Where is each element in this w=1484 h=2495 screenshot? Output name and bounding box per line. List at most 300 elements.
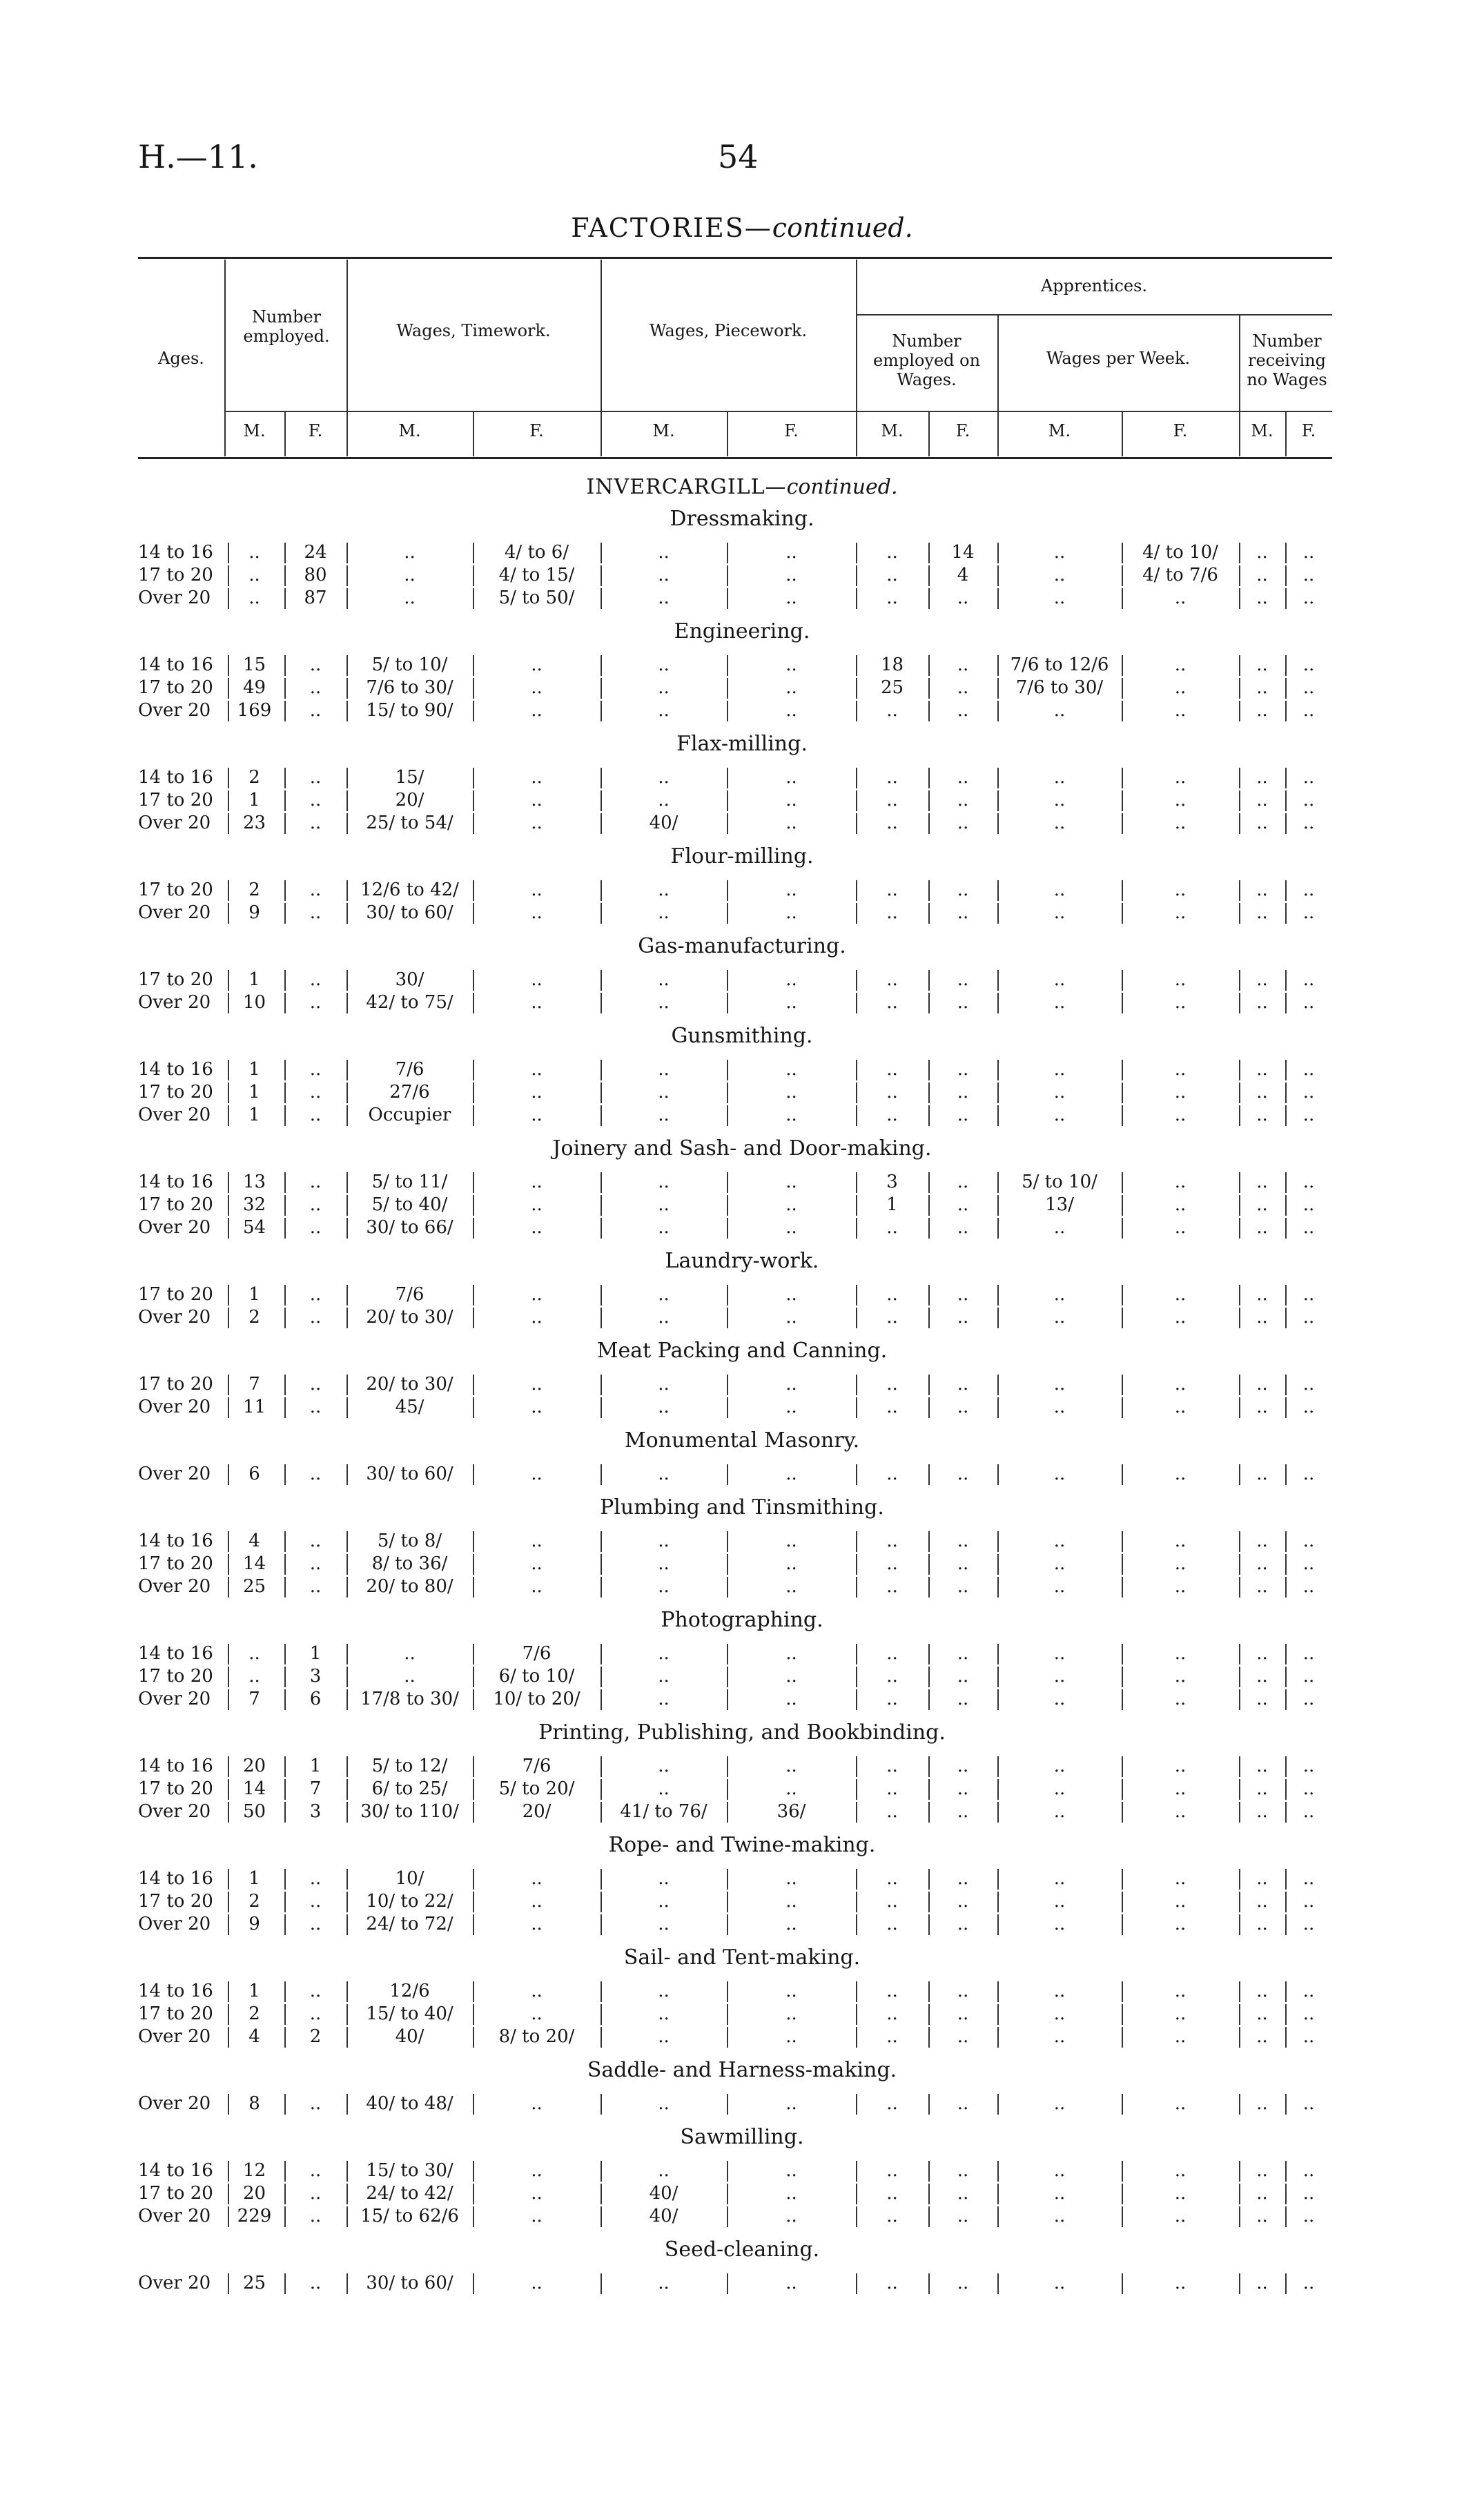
apprentice-number-f-cell: .. bbox=[957, 2183, 969, 2204]
employed-f-cell: .. bbox=[309, 2183, 322, 2204]
piecework-m-cell: .. bbox=[658, 1307, 670, 1328]
apprentice-number-f-cell: .. bbox=[957, 2003, 969, 2024]
apprentice-wages-m-cell: .. bbox=[1053, 902, 1066, 923]
employed-f-cell: 2 bbox=[309, 2026, 322, 2047]
apprentice-wages-f-cell: .. bbox=[1174, 1284, 1187, 1305]
apprentice-nowages-m-cell: .. bbox=[1256, 2093, 1268, 2114]
age-cell: 17 to 20 bbox=[138, 969, 213, 990]
apprentice-wages-f-cell: .. bbox=[1174, 1374, 1187, 1395]
apprentice-number-f-cell: .. bbox=[957, 588, 969, 608]
apprentice-nowages-m-cell: .. bbox=[1256, 565, 1268, 585]
apprentice-number-m-cell: .. bbox=[886, 542, 898, 563]
apprentice-number-m-cell: .. bbox=[886, 2183, 898, 2204]
apprentice-wages-m-cell: 13/ bbox=[1045, 1194, 1074, 1215]
age-cell: 14 to 16 bbox=[138, 654, 213, 675]
header-rule bbox=[856, 314, 1332, 315]
age-cell: 14 to 16 bbox=[138, 1756, 213, 1776]
piecework-m-cell: .. bbox=[658, 767, 670, 788]
apprentice-nowages-f-cell: .. bbox=[1302, 1778, 1315, 1799]
apprentice-wages-m-cell: .. bbox=[1053, 2026, 1066, 2047]
header-wages-piecework: Wages, Piecework. bbox=[649, 321, 808, 340]
apprentice-number-f-cell: .. bbox=[957, 1553, 969, 1574]
timework-m-cell: 42/ to 75/ bbox=[366, 992, 453, 1013]
piecework-f-cell: .. bbox=[785, 542, 797, 563]
apprentice-wages-f-cell: .. bbox=[1174, 1397, 1187, 1417]
age-cell: 17 to 20 bbox=[138, 1891, 213, 1912]
apprentice-nowages-m-cell: .. bbox=[1256, 677, 1268, 698]
timework-m-cell: 7/6 bbox=[395, 1284, 424, 1305]
apprentice-nowages-m-cell: .. bbox=[1256, 1778, 1268, 1799]
apprentice-nowages-f-cell: .. bbox=[1302, 588, 1315, 608]
apprentice-nowages-m-cell: .. bbox=[1256, 542, 1268, 563]
apprentice-wages-f-cell: .. bbox=[1174, 1868, 1187, 1889]
employed-m-cell: 9 bbox=[248, 902, 260, 923]
employed-m-cell: 1 bbox=[248, 1868, 260, 1889]
apprentice-wages-f-cell: .. bbox=[1174, 2003, 1187, 2024]
apprentice-wages-m-cell: .. bbox=[1053, 2273, 1066, 2293]
age-cell: Over 20 bbox=[138, 1105, 211, 1125]
header-f: F. bbox=[308, 421, 323, 440]
age-cell: Over 20 bbox=[138, 2026, 211, 2047]
timework-f-cell: .. bbox=[531, 2160, 543, 2181]
apprentice-nowages-m-cell: .. bbox=[1256, 2206, 1268, 2226]
table-row bbox=[0, 766, 1484, 789]
employed-m-cell: 9 bbox=[248, 1914, 260, 1934]
apprentice-wages-m-cell: .. bbox=[1053, 1643, 1066, 1664]
apprentice-wages-f-cell: .. bbox=[1174, 1981, 1187, 2001]
apprentice-nowages-m-cell: .. bbox=[1256, 1576, 1268, 1597]
table-row bbox=[0, 2272, 1484, 2295]
timework-f-cell: 5/ to 20/ bbox=[498, 1778, 575, 1799]
age-cell: 17 to 20 bbox=[138, 1374, 213, 1395]
piecework-m-cell: .. bbox=[658, 902, 670, 923]
piecework-m-cell: .. bbox=[658, 1105, 670, 1125]
apprentice-nowages-f-cell: .. bbox=[1302, 1397, 1315, 1417]
age-cell: 17 to 20 bbox=[138, 1666, 213, 1687]
age-cell: Over 20 bbox=[138, 1397, 211, 1417]
apprentice-number-m-cell: .. bbox=[886, 1553, 898, 1574]
apprentice-nowages-f-cell: .. bbox=[1302, 565, 1315, 585]
age-cell: Over 20 bbox=[138, 1217, 211, 1238]
apprentice-wages-m-cell: .. bbox=[1053, 992, 1066, 1013]
apprentice-wages-m-cell: 5/ to 10/ bbox=[1022, 1172, 1097, 1192]
timework-f-cell: .. bbox=[531, 1397, 543, 1417]
employed-f-cell: 87 bbox=[304, 588, 327, 608]
age-cell: 14 to 16 bbox=[138, 1981, 213, 2001]
table-row bbox=[0, 1778, 1484, 1800]
apprentice-nowages-f-cell: .. bbox=[1302, 2183, 1315, 2204]
apprentice-wages-m-cell: .. bbox=[1053, 1464, 1066, 1484]
timework-f-cell: .. bbox=[531, 1194, 543, 1215]
employed-m-cell: 20 bbox=[242, 1756, 266, 1776]
timework-f-cell: .. bbox=[531, 969, 543, 990]
age-cell: 14 to 16 bbox=[138, 767, 213, 788]
age-cell: Over 20 bbox=[138, 1576, 211, 1597]
apprentice-wages-m-cell: .. bbox=[1053, 2206, 1066, 2226]
employed-m-cell: 14 bbox=[242, 1553, 266, 1574]
header-number-employed: Number employed. bbox=[243, 307, 330, 346]
apprentice-nowages-m-cell: .. bbox=[1256, 1397, 1268, 1417]
header-m: M. bbox=[652, 421, 675, 440]
age-cell: Over 20 bbox=[138, 700, 211, 721]
piecework-f-cell: .. bbox=[785, 1194, 797, 1215]
apprentice-number-f-cell: .. bbox=[957, 1778, 969, 1799]
apprentice-number-f-cell: 14 bbox=[951, 542, 975, 563]
table-row bbox=[0, 2003, 1484, 2026]
table-row bbox=[0, 1530, 1484, 1553]
apprentice-wages-f-cell: .. bbox=[1174, 880, 1187, 900]
timework-m-cell: 7/6 bbox=[395, 1059, 424, 1080]
apprentice-wages-m-cell: .. bbox=[1053, 588, 1066, 608]
employed-m-cell: 4 bbox=[248, 2026, 260, 2047]
employed-m-cell: 15 bbox=[242, 654, 266, 675]
apprentice-nowages-f-cell: .. bbox=[1302, 1172, 1315, 1192]
apprentice-wages-f-cell: .. bbox=[1174, 1778, 1187, 1799]
apprentice-number-f-cell: .. bbox=[957, 654, 969, 675]
table-row bbox=[0, 1980, 1484, 2003]
timework-f-cell: .. bbox=[531, 1217, 543, 1238]
apprentice-nowages-m-cell: .. bbox=[1256, 1172, 1268, 1192]
timework-m-cell: 15/ to 90/ bbox=[366, 700, 453, 721]
industry-title: Joinery and Sash- and Door-making. bbox=[552, 1136, 932, 1161]
employed-f-cell: .. bbox=[309, 1105, 322, 1125]
employed-f-cell: 24 bbox=[304, 542, 327, 563]
timework-f-cell: .. bbox=[531, 1868, 543, 1889]
employed-m-cell: 23 bbox=[242, 813, 266, 833]
apprentice-wages-f-cell: .. bbox=[1174, 767, 1187, 788]
apprentice-nowages-m-cell: .. bbox=[1256, 969, 1268, 990]
apprentice-number-m-cell: .. bbox=[886, 1891, 898, 1912]
apprentice-number-f-cell: .. bbox=[957, 790, 969, 810]
top-rule bbox=[138, 257, 1332, 259]
piecework-m-cell: .. bbox=[658, 1868, 670, 1889]
employed-m-cell: 50 bbox=[242, 1801, 266, 1822]
piecework-f-cell: .. bbox=[785, 700, 797, 721]
apprentice-number-f-cell: .. bbox=[957, 1801, 969, 1822]
employed-m-cell: 1 bbox=[248, 790, 260, 810]
apprentice-number-m-cell: .. bbox=[886, 588, 898, 608]
apprentice-number-m-cell: .. bbox=[886, 1778, 898, 1799]
employed-f-cell: 6 bbox=[309, 1689, 322, 1709]
apprentice-nowages-f-cell: .. bbox=[1302, 2026, 1315, 2047]
apprentice-nowages-f-cell: .. bbox=[1302, 1891, 1315, 1912]
apprentice-number-m-cell: .. bbox=[886, 790, 898, 810]
apprentice-nowages-m-cell: .. bbox=[1256, 2183, 1268, 2204]
timework-f-cell: .. bbox=[531, 1531, 543, 1551]
apprentice-wages-m-cell: .. bbox=[1053, 1689, 1066, 1709]
header-m: M. bbox=[243, 421, 266, 440]
piecework-f-cell: .. bbox=[785, 2093, 797, 2114]
piecework-f-cell: .. bbox=[785, 1576, 797, 1597]
apprentice-number-f-cell: .. bbox=[957, 1576, 969, 1597]
timework-m-cell: 20/ to 30/ bbox=[366, 1374, 453, 1395]
apprentice-nowages-m-cell: .. bbox=[1256, 767, 1268, 788]
apprentice-wages-f-cell: .. bbox=[1174, 1194, 1187, 1215]
apprentice-number-f-cell: .. bbox=[957, 813, 969, 833]
piecework-f-cell: .. bbox=[785, 969, 797, 990]
table-row bbox=[0, 1642, 1484, 1665]
employed-f-cell: .. bbox=[309, 1914, 322, 1934]
apprentice-number-m-cell: .. bbox=[886, 1105, 898, 1125]
table-row bbox=[0, 1283, 1484, 1306]
piecework-f-cell: .. bbox=[785, 1105, 797, 1125]
table-row bbox=[0, 677, 1484, 699]
piecework-f-cell: .. bbox=[785, 2273, 797, 2293]
header-m: M. bbox=[1251, 421, 1273, 440]
piecework-m-cell: .. bbox=[658, 654, 670, 675]
header-f: F. bbox=[1301, 421, 1316, 440]
apprentice-wages-m-cell: .. bbox=[1053, 2093, 1066, 2114]
piecework-f-cell: .. bbox=[785, 767, 797, 788]
piecework-f-cell: 36/ bbox=[777, 1801, 806, 1822]
apprentice-number-f-cell: .. bbox=[957, 1868, 969, 1889]
timework-m-cell: 27/6 bbox=[389, 1082, 430, 1103]
apprentice-nowages-m-cell: .. bbox=[1256, 1689, 1268, 1709]
piecework-m-cell: .. bbox=[658, 1194, 670, 1215]
apprentice-number-f-cell: 4 bbox=[957, 565, 969, 585]
employed-m-cell: 229 bbox=[237, 2206, 272, 2226]
timework-f-cell: 6/ to 10/ bbox=[498, 1666, 575, 1687]
apprentice-nowages-f-cell: .. bbox=[1302, 1531, 1315, 1551]
timework-m-cell: .. bbox=[404, 588, 416, 608]
apprentice-wages-f-cell: .. bbox=[1174, 2026, 1187, 2047]
employed-m-cell: 12 bbox=[242, 2160, 266, 2181]
age-cell: Over 20 bbox=[138, 902, 211, 923]
piecework-m-cell: .. bbox=[658, 1059, 670, 1080]
industry-title: Laundry-work. bbox=[665, 1249, 819, 1273]
header-f: F. bbox=[529, 421, 544, 440]
employed-f-cell: 7 bbox=[309, 1778, 322, 1799]
age-cell: 14 to 16 bbox=[138, 1643, 213, 1664]
apprentice-nowages-m-cell: .. bbox=[1256, 2003, 1268, 2024]
apprentice-number-m-cell: .. bbox=[886, 1307, 898, 1328]
piecework-m-cell: .. bbox=[658, 1464, 670, 1484]
table-row bbox=[0, 1867, 1484, 1890]
apprentice-wages-m-cell: 7/6 to 12/6 bbox=[1010, 654, 1109, 675]
table-body bbox=[0, 497, 1484, 2295]
apprentice-nowages-f-cell: .. bbox=[1302, 1105, 1315, 1125]
header-f: F. bbox=[955, 421, 970, 440]
timework-m-cell: 5/ to 40/ bbox=[371, 1194, 448, 1215]
timework-m-cell: 30/ to 110/ bbox=[360, 1801, 459, 1822]
apprentice-nowages-m-cell: .. bbox=[1256, 1082, 1268, 1103]
apprentice-wages-f-cell: .. bbox=[1174, 1576, 1187, 1597]
timework-f-cell: .. bbox=[531, 1307, 543, 1328]
industry-title: Printing, Publishing, and Bookbinding. bbox=[538, 1720, 946, 1745]
piecework-f-cell: .. bbox=[785, 1891, 797, 1912]
age-cell: Over 20 bbox=[138, 1307, 211, 1328]
piecework-m-cell: .. bbox=[658, 1082, 670, 1103]
apprentice-wages-m-cell: .. bbox=[1053, 1868, 1066, 1889]
age-cell: Over 20 bbox=[138, 2273, 211, 2293]
apprentice-number-f-cell: .. bbox=[957, 1307, 969, 1328]
piecework-f-cell: .. bbox=[785, 2183, 797, 2204]
industry-title: Dressmaking. bbox=[670, 507, 814, 531]
employed-m-cell: 7 bbox=[248, 1689, 260, 1709]
piecework-f-cell: .. bbox=[785, 677, 797, 698]
timework-f-cell: 10/ to 20/ bbox=[493, 1689, 580, 1709]
timework-f-cell: .. bbox=[531, 700, 543, 721]
apprentice-nowages-m-cell: .. bbox=[1256, 1194, 1268, 1215]
apprentice-wages-f-cell: .. bbox=[1174, 1643, 1187, 1664]
timework-f-cell: .. bbox=[531, 1914, 543, 1934]
employed-m-cell: 1 bbox=[248, 1981, 260, 2001]
apprentice-nowages-f-cell: .. bbox=[1302, 767, 1315, 788]
piecework-f-cell: .. bbox=[785, 1643, 797, 1664]
timework-f-cell: .. bbox=[531, 813, 543, 833]
section-subtitle: INVERCARGILL—continued. bbox=[586, 475, 898, 499]
apprentice-nowages-m-cell: .. bbox=[1256, 1059, 1268, 1080]
apprentice-nowages-f-cell: .. bbox=[1302, 1914, 1315, 1934]
apprentice-number-m-cell: .. bbox=[886, 565, 898, 585]
table-row bbox=[0, 564, 1484, 587]
piecework-m-cell: .. bbox=[658, 1643, 670, 1664]
table-row bbox=[0, 1104, 1484, 1127]
apprentice-nowages-f-cell: .. bbox=[1302, 969, 1315, 990]
timework-f-cell: .. bbox=[531, 1374, 543, 1395]
apprentice-number-f-cell: .. bbox=[957, 1374, 969, 1395]
industry-title: Photographing. bbox=[661, 1608, 823, 1632]
timework-m-cell: .. bbox=[404, 1666, 416, 1687]
timework-f-cell: .. bbox=[531, 2206, 543, 2226]
apprentice-nowages-f-cell: .. bbox=[1302, 1689, 1315, 1709]
timework-m-cell: 30/ to 60/ bbox=[366, 1464, 453, 1484]
employed-m-cell: 1 bbox=[248, 969, 260, 990]
employed-f-cell: .. bbox=[309, 880, 322, 900]
apprentice-number-m-cell: .. bbox=[886, 2026, 898, 2047]
table-row bbox=[0, 902, 1484, 924]
apprentice-wages-m-cell: .. bbox=[1053, 1105, 1066, 1125]
apprentice-number-f-cell: .. bbox=[957, 1284, 969, 1305]
apprentice-number-f-cell: .. bbox=[957, 2273, 969, 2293]
age-cell: 17 to 20 bbox=[138, 880, 213, 900]
apprentice-wages-f-cell: .. bbox=[1174, 2093, 1187, 2114]
employed-m-cell: 25 bbox=[242, 2273, 266, 2293]
apprentice-number-f-cell: .. bbox=[957, 2026, 969, 2047]
apprentice-number-m-cell: .. bbox=[886, 2273, 898, 2293]
piecework-f-cell: .. bbox=[785, 2206, 797, 2226]
apprentice-nowages-f-cell: .. bbox=[1302, 1868, 1315, 1889]
piecework-f-cell: .. bbox=[785, 902, 797, 923]
apprentice-number-f-cell: .. bbox=[957, 1082, 969, 1103]
timework-m-cell: 30/ to 60/ bbox=[366, 902, 453, 923]
apprentice-number-f-cell: .. bbox=[957, 1397, 969, 1417]
apprentice-wages-m-cell: .. bbox=[1053, 1891, 1066, 1912]
apprentice-number-m-cell: .. bbox=[886, 2206, 898, 2226]
apprentice-number-m-cell: .. bbox=[886, 1397, 898, 1417]
piecework-m-cell: .. bbox=[658, 1981, 670, 2001]
timework-f-cell: 7/6 bbox=[522, 1756, 551, 1776]
apprentice-nowages-f-cell: .. bbox=[1302, 2273, 1315, 2293]
apprentice-nowages-m-cell: .. bbox=[1256, 1217, 1268, 1238]
industry-title: Engineering. bbox=[674, 619, 810, 643]
industry-title: Monumental Masonry. bbox=[624, 1428, 860, 1453]
apprentice-wages-m-cell: .. bbox=[1053, 1756, 1066, 1776]
employed-m-cell: 2 bbox=[248, 880, 260, 900]
apprentice-wages-f-cell: .. bbox=[1174, 1666, 1187, 1687]
timework-f-cell: .. bbox=[531, 1059, 543, 1080]
apprentice-wages-m-cell: .. bbox=[1053, 767, 1066, 788]
apprentice-nowages-m-cell: .. bbox=[1256, 1464, 1268, 1484]
table-row bbox=[0, 1216, 1484, 1239]
employed-f-cell: .. bbox=[309, 813, 322, 833]
header-app-number: Number employed on Wages. bbox=[872, 331, 981, 389]
apprentice-number-m-cell: 3 bbox=[886, 1172, 898, 1192]
age-cell: Over 20 bbox=[138, 2206, 211, 2226]
apprentice-nowages-f-cell: .. bbox=[1302, 2003, 1315, 2024]
timework-f-cell: .. bbox=[531, 767, 543, 788]
table-row bbox=[0, 1913, 1484, 1936]
apprentice-nowages-m-cell: .. bbox=[1256, 790, 1268, 810]
apprentice-number-m-cell: 1 bbox=[886, 1194, 898, 1215]
table-row bbox=[0, 699, 1484, 722]
piecework-m-cell: .. bbox=[658, 542, 670, 563]
piecework-m-cell: .. bbox=[658, 588, 670, 608]
timework-f-cell: .. bbox=[531, 1284, 543, 1305]
age-cell: Over 20 bbox=[138, 1689, 211, 1709]
apprentice-wages-m-cell: .. bbox=[1053, 880, 1066, 900]
piecework-f-cell: .. bbox=[785, 588, 797, 608]
timework-m-cell: 30/ bbox=[395, 969, 424, 990]
apprentice-number-m-cell: .. bbox=[886, 1666, 898, 1687]
employed-m-cell: 13 bbox=[242, 1172, 266, 1192]
piecework-f-cell: .. bbox=[785, 1666, 797, 1687]
apprentice-wages-m-cell: .. bbox=[1053, 1082, 1066, 1103]
employed-f-cell: .. bbox=[309, 1553, 322, 1574]
apprentice-nowages-m-cell: .. bbox=[1256, 1105, 1268, 1125]
piecework-m-cell: .. bbox=[658, 700, 670, 721]
timework-m-cell: 30/ to 60/ bbox=[366, 2273, 453, 2293]
apprentice-number-f-cell: .. bbox=[957, 1981, 969, 2001]
timework-m-cell: 5/ to 10/ bbox=[371, 654, 448, 675]
apprentice-nowages-m-cell: .. bbox=[1256, 992, 1268, 1013]
apprentice-nowages-f-cell: .. bbox=[1302, 1464, 1315, 1484]
apprentice-wages-m-cell: .. bbox=[1053, 790, 1066, 810]
timework-f-cell: .. bbox=[531, 1172, 543, 1192]
employed-m-cell: 14 bbox=[242, 1778, 266, 1799]
apprentice-wages-f-cell: .. bbox=[1174, 1553, 1187, 1574]
timework-m-cell: 24/ to 42/ bbox=[366, 2183, 453, 2204]
apprentice-wages-f-cell: .. bbox=[1174, 813, 1187, 833]
timework-m-cell: 5/ to 11/ bbox=[371, 1172, 448, 1192]
timework-m-cell: 12/6 bbox=[389, 1981, 430, 2001]
piecework-f-cell: .. bbox=[785, 2026, 797, 2047]
piecework-m-cell: 41/ to 76/ bbox=[620, 1801, 707, 1822]
employed-f-cell: .. bbox=[309, 1374, 322, 1395]
apprentice-number-f-cell: .. bbox=[957, 1756, 969, 1776]
table-row bbox=[0, 541, 1484, 564]
apprentice-wages-m-cell: .. bbox=[1053, 700, 1066, 721]
timework-f-cell: .. bbox=[531, 1576, 543, 1597]
apprentice-wages-m-cell: 7/6 to 30/ bbox=[1015, 677, 1104, 698]
apprentice-nowages-f-cell: .. bbox=[1302, 1666, 1315, 1687]
age-cell: 17 to 20 bbox=[138, 565, 213, 585]
apprentice-wages-f-cell: .. bbox=[1174, 1059, 1187, 1080]
piecework-m-cell: .. bbox=[658, 2003, 670, 2024]
apprentice-wages-m-cell: .. bbox=[1053, 1374, 1066, 1395]
timework-m-cell: 40/ to 48/ bbox=[366, 2093, 453, 2114]
employed-f-cell: 3 bbox=[309, 1801, 322, 1822]
apprentice-nowages-m-cell: .. bbox=[1256, 1891, 1268, 1912]
piecework-f-cell: .. bbox=[785, 1981, 797, 2001]
apprentice-number-m-cell: .. bbox=[886, 1689, 898, 1709]
apprentice-nowages-m-cell: .. bbox=[1256, 1643, 1268, 1664]
timework-m-cell: Occupier bbox=[368, 1105, 451, 1125]
timework-f-cell: .. bbox=[531, 1105, 543, 1125]
piecework-f-cell: .. bbox=[785, 1868, 797, 1889]
employed-f-cell: .. bbox=[309, 1307, 322, 1328]
table-row bbox=[0, 1755, 1484, 1778]
